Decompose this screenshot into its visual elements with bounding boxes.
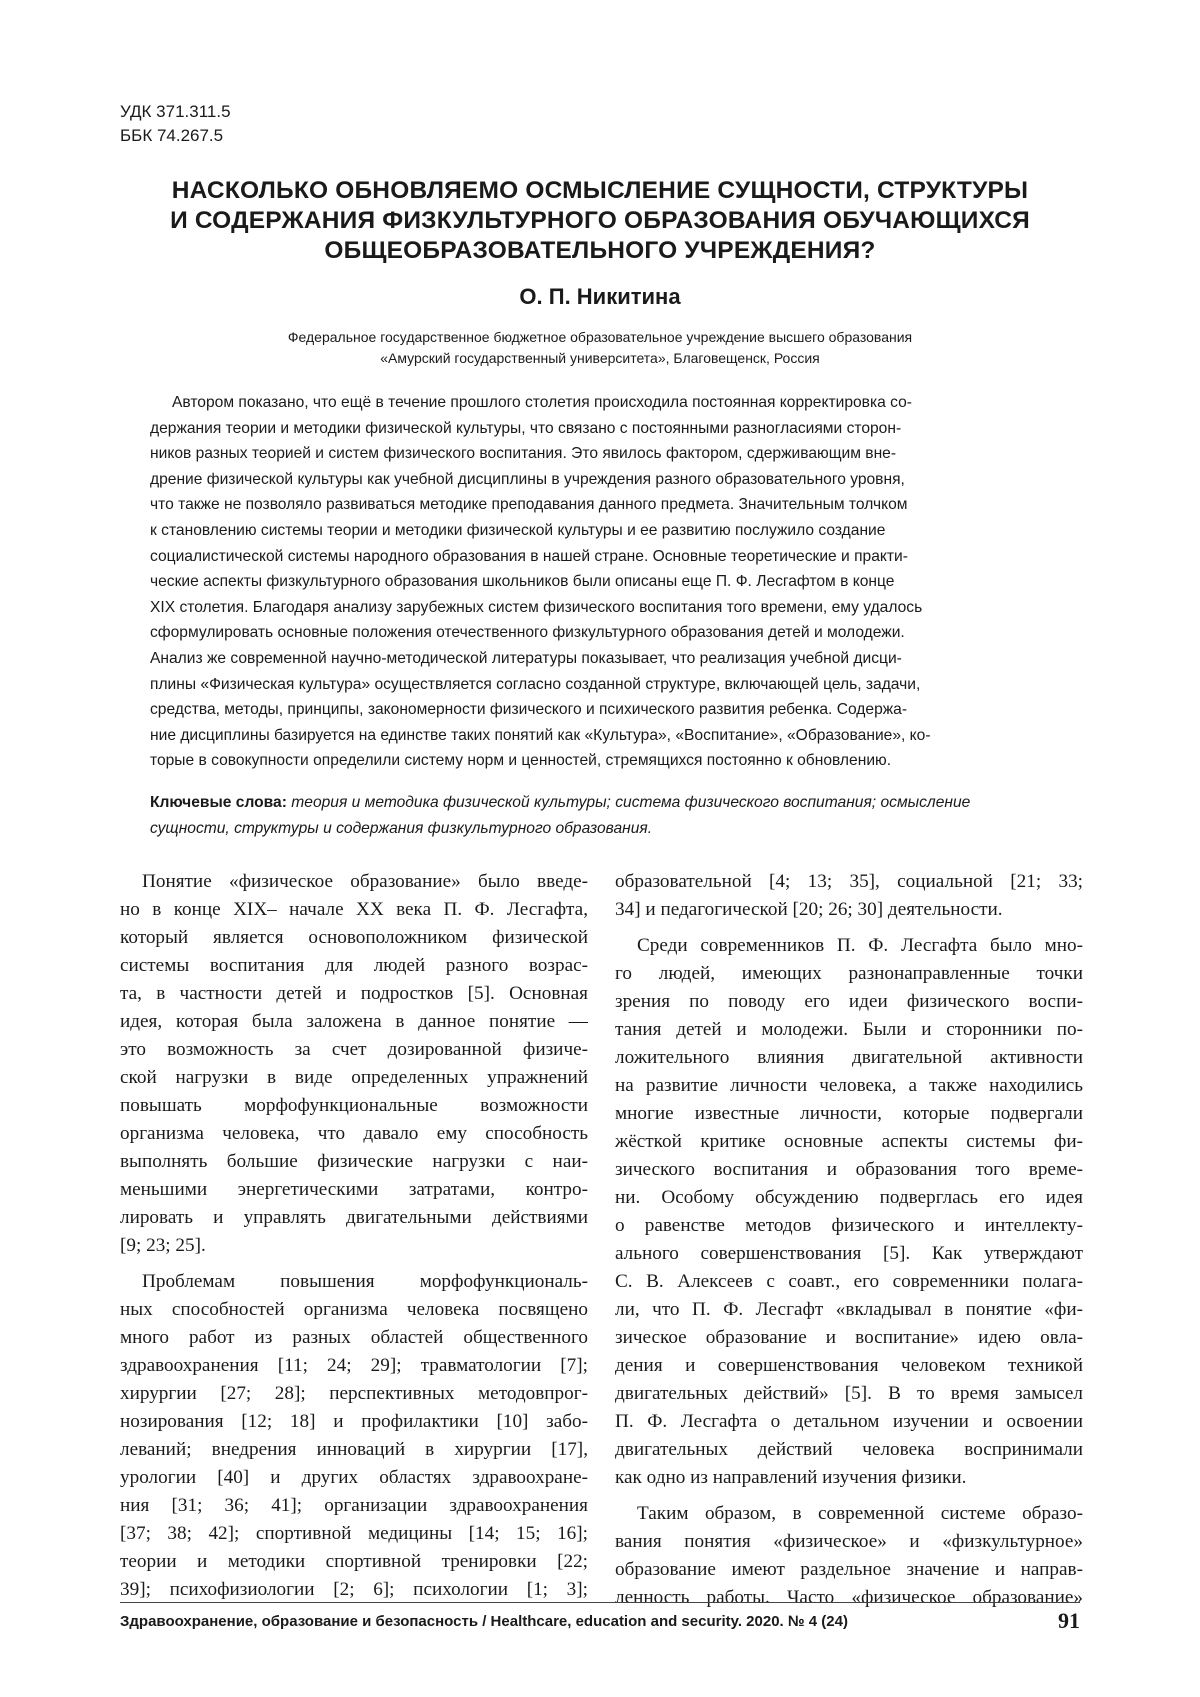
body-text-line: Понятие «физическое образование» было введе- xyxy=(142,871,588,892)
journal-footer: Здравоохранение, образование и безопасность / Healthcare, education and security. 2020. № 4 (24) xyxy=(120,1613,848,1630)
keywords-label: Ключевые слова: xyxy=(150,794,287,811)
body-text-line: многие известные личности, которые подвергали xyxy=(615,1103,1083,1124)
body-text-line: двигательных действий человека воспринимали xyxy=(615,1439,1083,1460)
body-text-line: [37; 38; 42]; спортивной медицины [14; 15; 16]; xyxy=(120,1523,588,1544)
body-text-line: та, в частности детей и подростков [5]. Основная xyxy=(120,983,588,1004)
body-text-line: ных способностей организма человека посвящено xyxy=(120,1299,588,1320)
body-text-line: системы воспитания для людей разного возрас- xyxy=(120,955,588,976)
body-text-line: двигательных действий» [5]. В то время замысел xyxy=(615,1383,1083,1404)
body-text-line: хирургии [27; 28]; перспективных методовпрог- xyxy=(120,1383,588,1404)
body-text-line: ложительного влияния двигательной активности xyxy=(615,1047,1083,1068)
abstract-line: ние дисциплины базируется на единстве таких понятий как «Культура», «Воспитание», «Образование», ко- xyxy=(150,726,931,744)
body-text-line: ленность работы. Часто «физическое образование» xyxy=(615,1587,1083,1608)
classification-codes xyxy=(120,100,231,148)
body-text-line: 34] и педагогической [20; 26; 30] деятельности. xyxy=(615,899,1003,920)
body-text-line: много работ из разных областей общественного xyxy=(120,1327,588,1348)
abstract-line: XIX столетия. Благодаря анализу зарубежных систем физического воспитания того времени, ему удалось xyxy=(150,598,923,616)
article-title xyxy=(130,176,1070,266)
body-text-line: теории и методики спортивной тренировки [22; xyxy=(120,1551,588,1572)
abstract-line: сформулировать основные положения отечественного физкультурного образования детей и молодежи. xyxy=(150,624,905,642)
abstract-line: Автором показано, что ещё в течение прошлого столетия происходила постоянная корректировка со- xyxy=(172,394,912,411)
abstract-line: что также не позволяло развиваться методике преподавания данного предмета. Значительным толчком xyxy=(150,496,908,514)
body-text-line: Проблемам повышения морфофункциональ- xyxy=(142,1271,588,1292)
body-text-line: урологии [40] и других областях здравоохране- xyxy=(120,1467,588,1488)
body-text-line: но в конце XIX– начале XX века П. Ф. Лесгафта, xyxy=(120,899,588,920)
body-text-line: как одно из направлений изучения физики. xyxy=(615,1467,967,1488)
body-text-line: меньшими энергетическими затратами, контро- xyxy=(120,1179,588,1200)
body-text-line: [9; 23; 25]. xyxy=(120,1235,206,1256)
body-text-line: нозирования [12; 18] и профилактики [10] забо- xyxy=(120,1411,588,1432)
body-text-line: здравоохранения [11; 24; 29]; травматологии [7]; xyxy=(120,1355,588,1376)
body-column-left xyxy=(120,868,588,1604)
body-text-line: образовательной [4; 13; 35], социальной [21; 33; xyxy=(615,871,1083,892)
body-text-line: Среди современников П. Ф. Лесгафта было мно- xyxy=(637,935,1083,956)
body-text-line: повышать морфофункциональные возможности xyxy=(120,1095,588,1116)
abstract-line: торые в совокупности определили систему норм и ценностей, стремящихся постоянно к обновлению. xyxy=(150,752,892,770)
title-line: ОБЩЕОБРАЗОВАТЕЛЬНОГО УЧРЕЖДЕНИЯ? xyxy=(324,237,876,264)
abstract-line: к становлению системы теории и методики физической культуры и ее развитию послужило создание xyxy=(150,521,886,539)
body-text-line: который является основоположником физической xyxy=(120,927,588,948)
abstract-line: плины «Физическая культура» осуществляется согласно созданной структуре, включающей цель, задачи, xyxy=(150,675,921,693)
body-text-line: зического воспитания и образования того време- xyxy=(615,1159,1083,1180)
abstract-line: социалистической системы народного образования в нашей стране. Основные теоретические и практи- xyxy=(150,547,908,565)
body-text-line: это возможность за счет дозированной физиче- xyxy=(120,1039,588,1060)
body-column-right xyxy=(615,868,1083,1612)
body-text-line: ской нагрузки в виде определенных упражнений xyxy=(120,1067,588,1088)
body-text-line: го людей, имеющих разнонаправленные точки xyxy=(615,963,1083,984)
title-line: И СОДЕРЖАНИЯ ФИЗКУЛЬТУРНОГО ОБРАЗОВАНИЯ ОБУЧАЮЩИХСЯ xyxy=(170,207,1030,234)
affiliation-line: «Амурский государственный университета», Благовещенск, Россия xyxy=(380,350,820,366)
body-text-line: ния [31; 36; 41]; организации здравоохранения xyxy=(120,1495,588,1516)
abstract xyxy=(150,390,1050,774)
body-text-line: ального совершенствования [5]. Как утверждают xyxy=(615,1243,1083,1264)
body-text-line: дения и совершенствования человеком техникой xyxy=(615,1355,1083,1376)
body-text-line: ни. Особому обсуждению подверглась его идея xyxy=(615,1187,1083,1208)
body-text-line: организма человека, что давало ему способность xyxy=(120,1123,588,1144)
body-text-line: леваний; внедрения инноваций в хирургии [17], xyxy=(120,1439,588,1460)
abstract-line: дрение физической культуры как учебной дисциплины в учреждения разного образовательного уровня, xyxy=(150,470,905,488)
body-text-line: 39]; психофизиологии [2; 6]; психологии [1; 3]; xyxy=(120,1579,588,1600)
abstract-line: средства, методы, принципы, закономерности физического и психического развития ребенка. Содержа- xyxy=(150,701,908,719)
keywords xyxy=(150,790,1050,841)
keywords-text-continued: сущности, структуры и содержания физкультурного образования. xyxy=(150,819,653,837)
affiliation xyxy=(150,327,1050,369)
bbk-code: ББК 74.267.5 xyxy=(120,126,224,145)
body-text-line: ли, что П. Ф. Лесгафт «вкладывал в понятие «фи- xyxy=(615,1299,1083,1320)
body-text-line: вания понятия «физическое» и «физкультурное» xyxy=(615,1531,1083,1552)
body-text-line: С. В. Алексеев с соавт., его современники полага- xyxy=(615,1271,1083,1292)
body-text-line: лировать и управлять двигательными действиями xyxy=(120,1207,588,1228)
body-text-line: выполнять большие физические нагрузки с наи- xyxy=(120,1151,588,1172)
affiliation-line: Федеральное государственное бюджетное образовательное учреждение высшего образования xyxy=(287,329,913,345)
body-text-line: Таким образом, в современной системе образо- xyxy=(637,1503,1083,1524)
udk-code: УДК 371.311.5 xyxy=(120,102,231,121)
page-number: 91 xyxy=(1058,1608,1080,1633)
body-text-line: образование имеют раздельное значение и направ- xyxy=(615,1559,1083,1580)
author-name: О. П. Никитина xyxy=(519,284,681,309)
body-text-line: идея, которая была заложена в данное понятие — xyxy=(120,1011,588,1032)
body-text-line: зрения по поводу его идеи физического воспи- xyxy=(615,991,1083,1012)
abstract-line: Анализ же современной научно-методической литературы показывает, что реализация учебной дисци- xyxy=(150,649,902,667)
body-text-line: тания детей и молодежи. Были и сторонники по- xyxy=(615,1019,1083,1040)
abstract-line: ческие аспекты физкультурного образования школьников были описаны еще П. Ф. Лесгафтом в конце xyxy=(150,573,895,591)
body-text-line: жёсткой критике основные аспекты системы фи- xyxy=(615,1131,1083,1152)
abstract-line: ников разных теорией и систем физического воспитания. Это явилось фактором, сдерживающим вне- xyxy=(150,445,897,463)
body-text-line: о равенстве методов физического и интеллекту- xyxy=(615,1215,1083,1236)
body-text-line: П. Ф. Лесгафта о детальном изучении и освоении xyxy=(615,1411,1083,1432)
abstract-line: держания теории и методики физической культуры, что связано с постоянными разногласиями сторон- xyxy=(150,419,902,437)
body-text-line: зическое образование и воспитание» идею овла- xyxy=(615,1327,1083,1348)
body-text-line: на развитие личности человека, а также находились xyxy=(615,1075,1083,1096)
footer-divider xyxy=(120,1602,1080,1603)
title-line: НАСКОЛЬКО ОБНОВЛЯЕМО ОСМЫСЛЕНИЕ СУЩНОСТИ, СТРУКТУРЫ xyxy=(171,177,1029,204)
keywords-text: теория и методика физической культуры; система физического воспитания; осмысление xyxy=(291,794,971,811)
